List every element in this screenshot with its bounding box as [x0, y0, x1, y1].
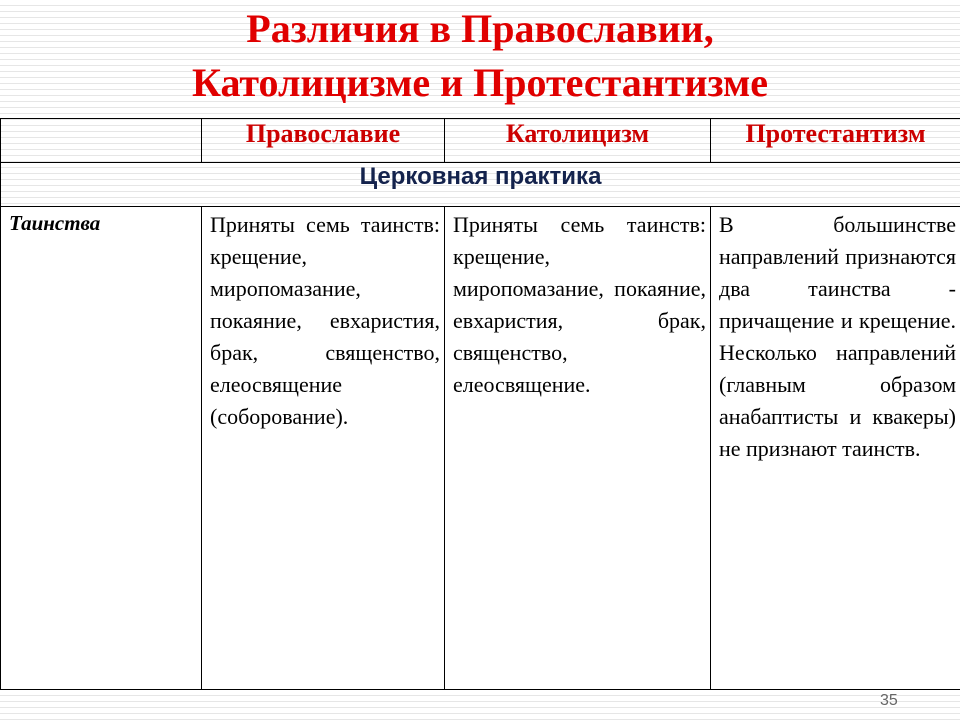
row-label-sacraments: Таинства	[1, 207, 202, 690]
header-row	[1, 119, 960, 163]
cell-protestantism: В большинстве направлений признаются два таинства - причащение и крещение. Несколько направлений (главным образом анабаптисты и квакеры) не признают таинств.	[711, 207, 960, 690]
title-line-1: Различия в Православии,	[246, 6, 714, 51]
header-catholicism: Католицизм	[445, 119, 711, 163]
sacraments-row	[1, 207, 960, 690]
slide-title	[0, 2, 960, 110]
header-orthodoxy: Православие	[202, 119, 445, 163]
cell-catholicism: Приняты семь таинств: крещение, миропомазание, покаяние, евхаристия, брак, священство, елеосвящение.	[445, 207, 711, 690]
header-protestantism: Протестантизм	[711, 119, 960, 163]
section-title: Церковная практика	[1, 163, 960, 207]
cell-orthodoxy: Приняты семь таинств: крещение, миропомазание, покаяние, евхаристия, брак, священство, елеосвящение (соборование).	[202, 207, 445, 690]
page-number: 35	[880, 692, 898, 709]
section-row	[1, 163, 960, 207]
header-empty	[1, 119, 202, 163]
comparison-table	[0, 118, 960, 690]
title-line-2: Католицизме и Протестантизме	[191, 60, 769, 105]
